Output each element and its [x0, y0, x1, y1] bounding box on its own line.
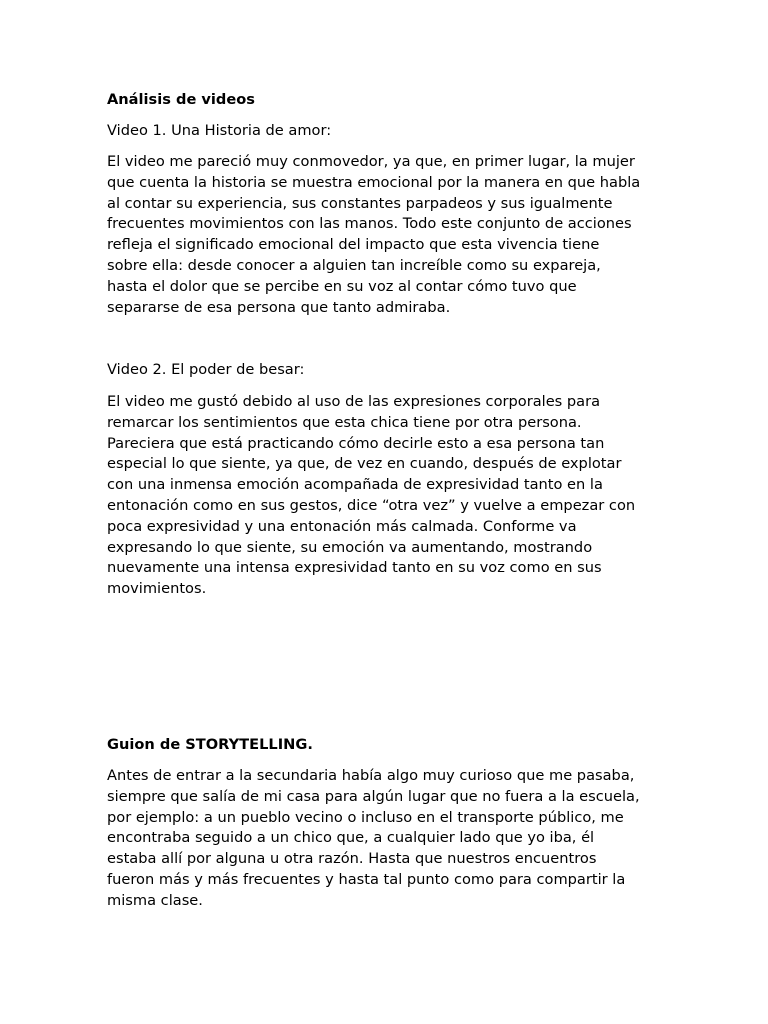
- analysis-title: Análisis de videos: [107, 91, 255, 108]
- paragraph-line: remarcar los sentimientos que esta chica tiene por otra persona.: [107, 413, 582, 431]
- paragraph-line: Pareciera que está practicando cómo decirle esto a esa persona tan: [107, 434, 605, 452]
- paragraph-line: siempre que salía de mi casa para algún lugar que no fuera a la escuela,: [107, 787, 640, 805]
- video1-paragraph: [107, 152, 640, 318]
- video1-label: Video 1. Una Historia de amor:: [107, 122, 332, 139]
- paragraph-line: movimientos.: [107, 580, 207, 598]
- paragraph-line: poca expresividad y una entonación más calmada. Conforme va: [107, 517, 577, 535]
- paragraph-line: estaba allí por alguna u otra razón. Hasta que nuestros encuentros: [107, 850, 597, 868]
- paragraph-line: nuevamente una intensa expresividad tanto en su voz como en sus: [107, 559, 602, 577]
- storytelling-paragraph: [107, 766, 640, 912]
- paragraph-line: al contar su experiencia, sus constantes parpadeos y sus igualmente: [107, 194, 613, 212]
- paragraph-line: El video me gustó debido al uso de las expresiones corporales para: [107, 393, 601, 410]
- paragraph-line: que cuenta la historia se muestra emocional por la manera en que habla: [107, 173, 641, 191]
- paragraph-line: misma clase.: [107, 891, 203, 909]
- paragraph-line: especial lo que siente, ya que, de vez en cuando, después de explotar: [107, 455, 622, 473]
- paragraph-line: refleja el significado emocional del impacto que esta vivencia tiene: [107, 236, 600, 254]
- paragraph-line: Antes de entrar a la secundaria había algo muy curioso que me pasaba,: [107, 767, 635, 784]
- storytelling-title: Guion de STORYTELLING.: [107, 736, 313, 753]
- paragraph-line: sobre ella: desde conocer a alguien tan increíble como su expareja,: [107, 256, 601, 274]
- paragraph-line: con una inmensa emoción acompañada de expresividad tanto en la: [107, 476, 603, 494]
- paragraph-line: frecuentes movimientos con las manos. Todo este conjunto de acciones: [107, 215, 632, 233]
- video2-paragraph: [107, 392, 635, 600]
- paragraph-line: hasta el dolor que se percibe en su voz al contar cómo tuvo que: [107, 277, 577, 295]
- paragraph-line: por ejemplo: a un pueblo vecino o incluso en el transporte público, me: [107, 808, 624, 826]
- paragraph-line: separarse de esa persona que tanto admiraba.: [107, 298, 451, 316]
- paragraph-line: expresando lo que siente, su emoción va aumentando, mostrando: [107, 538, 593, 556]
- paragraph-line: fueron más y más frecuentes y hasta tal punto como para compartir la: [107, 870, 626, 888]
- paragraph-line: entonación como en sus gestos, dice “otra vez” y vuelve a empezar con: [107, 496, 636, 514]
- paragraph-line: encontraba seguido a un chico que, a cualquier lado que yo iba, él: [107, 829, 595, 847]
- video2-label: Video 2. El poder de besar:: [107, 361, 305, 378]
- paragraph-line: El video me pareció muy conmovedor, ya que, en primer lugar, la mujer: [107, 153, 635, 170]
